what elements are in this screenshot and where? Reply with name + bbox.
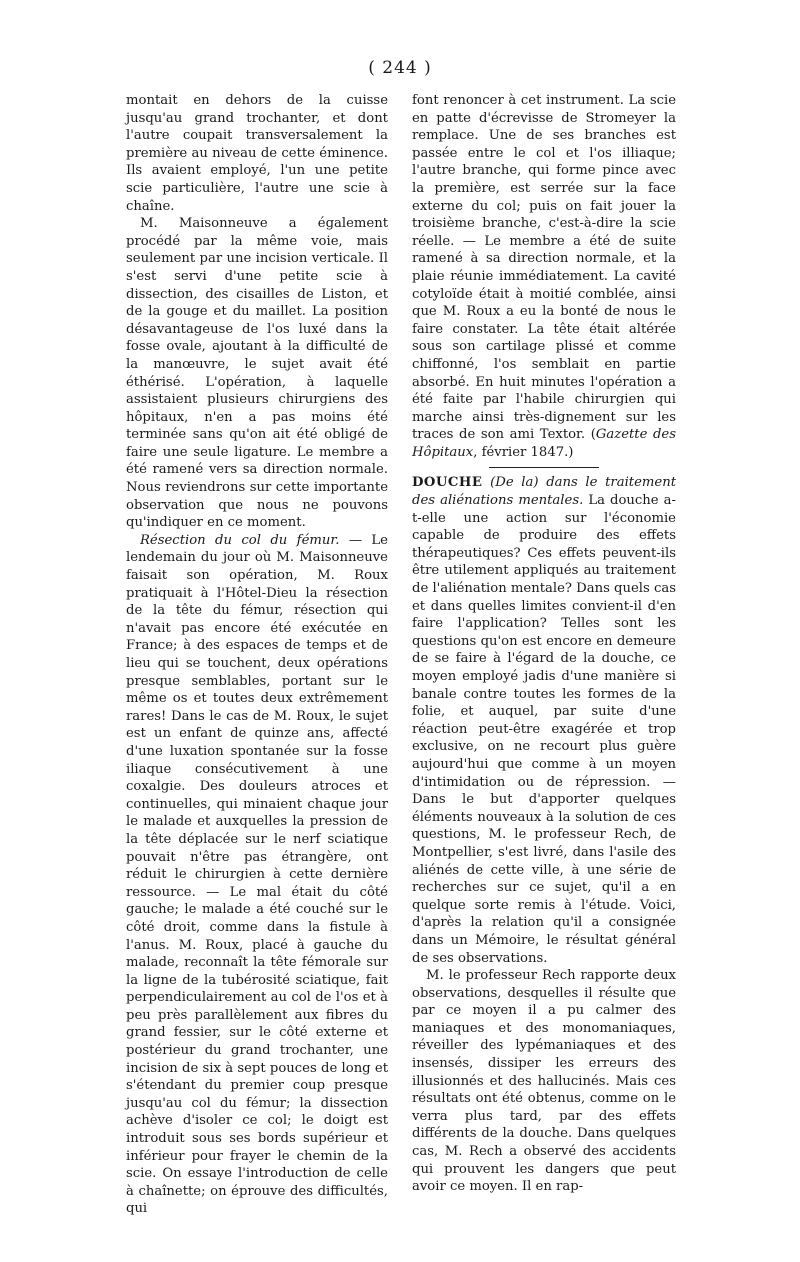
citation-source: Gazette des Hôpitaux [412,427,676,460]
page-number: ( 244 ) [368,58,432,78]
section-heading-douche: DOUCHE [412,475,483,491]
left-column [126,92,388,1218]
section-title-resection: Résection du col du fémur. [140,532,340,548]
left-paragraph-3-body: — Le lendemain du jour où M. Maisonneuve faisait son opération, M. Roux pratiquait à l'Hôtel-Dieu la résection de la tête du fémur, résection qui n'avait pas encore été exécutée en France; à des espaces de temps et de lieu qui se touchent, deux opérations presque semblables, portant sur le même os et toutes deux extrêmement rares! Dans le cas de M. Roux, le sujet est un enfant de quinze ans, affecté d'une luxation spontanée sur la fosse iliaque consécutivement à une coxalgie. Des douleurs atroces et continuelles, qui minaient chaque jour le malade et auxquelles la pression de la tête déplacée sur le nerf sciatique pouvait n'être pas étrangère, ont réduit le chirurgien à cette dernière ressource. — Le mal était du côté gauche; le malade a été couché sur le côté droit, comme dans la fistule à l'anus. M. Roux, placé à gauche du malade, reconnaît la tête fémorale sur la ligne de la tubérosité sciatique, fait perpendiculairement au col de l'os et à peu près parallèlement aux fibres du grand fessier, sur le côté externe et postérieur du grand trochanter, une incision de six à sept pouces de long et s'étendant du premier coup presque jusqu'au col du fémur; la dissection achève d'isoler ce col; le doigt est introduit sous ses bords supérieur et inférieur pour frayer le chemin de la scie. On essaye l'introduction de celle à chaînette; on éprouve des difficultés, qui [126,532,388,1217]
section-divider [489,467,599,468]
section-subtitle: dans le traitement des aliénations mentales. [412,475,676,509]
section-heading-tail: (De la) [482,475,547,491]
right-paragraph-2 [412,474,676,967]
left-paragraph-2: M. Maisonneuve a également procédé par la même voie, mais seulement par une incision verticale. Il s'est servi d'une petite scie à dissection, des cisailles de Liston, et de la gouge et du maillet. La position désavantageuse de l'os luxé dans la fosse ovale, ajoutant à la difficulté de la manœuvre, le sujet avait été éthérisé. L'opération, à laquelle assistaient plusieurs chirurgiens des hôpitaux, n'en a pas moins été terminée sans qu'on ait été obligé de faire une seule ligature. Le membre a été ramené vers sa direction normale. Nous reviendrons sur cette importante observation que nous ne pouvons qu'indiquer en ce moment. [126,216,388,531]
citation-date: , février 1847.) [473,444,574,460]
left-paragraph-3 [126,532,388,1218]
right-paragraph-1-body: font renoncer à cet instrument. La scie en patte d'écrevisse de Stromeyer la remplace. Une de ses branches est passée entre le col et l'os illiaque; l'autre branche, qui forme pince avec la première, est serrée sur la face externe du col; puis on fait jouer la troisième branche, c'est-à-dire la scie réelle. — Le membre a été de suite ramené à sa direction normale, et la plaie réunie immédiatement. La cavité cotyloïde était à moitié comblée, ainsi que M. Roux a eu la bonté de nous le faire constater. La tête était altérée sous son cartilage plissé et comme chiffonné, l'os semblait en partie absorbé. En huit minutes l'opération a été faite par l'habile chirurgien qui marche ainsi très-dignement sur les traces de son ami Textor. ( [412,93,676,443]
left-paragraph-1: montait en dehors de la cuisse jusqu'au grand trochanter, et dont l'autre coupait transversalement la première au niveau de cette éminence. Ils avaient employé, l'un une petite scie particulière, l'autre une scie à chaîne. [126,93,388,214]
right-column [412,92,676,1196]
right-paragraph-3: M. le professeur Rech rapporte deux observations, desquelles il résulte que par ce moyen il a pu calmer des maniaques et des monomaniaques, réveiller des lypémaniaques et des insensés, dissiper les erreurs des illusionnés et des hallucinés. Mais ces résultats ont été obtenus, comme on le verra plus tard, par des effets différents de la douche. Dans quelques cas, M. Rech a observé des accidents qui prouvent les dangers que peut avoir ce moyen. Il en rap- [412,968,676,1195]
right-paragraph-1 [412,92,676,461]
right-paragraph-2-body: La douche a-t-elle une action sur l'économie capable de produire des effets thérapeutiques? Ces effets peuvent-ils être utilement appliqués au traitement de l'aliénation mentale? Dans quels cas et dans quelles limites convient-il d'en faire l'application? Telles sont les questions qu'on est encore en demeure de se faire à l'égard de la douche, ce moyen employé jadis d'une manière si banale contre toutes les formes de la folie, et auquel, par suite d'une réaction peut-être exagérée et trop exclusive, on ne recourt plus guère aujourd'hui que comme à un moyen d'intimidation ou de répression. — Dans le but d'apporter quelques éléments nouveaux à la solution de ces questions, M. le professeur Rech, de Montpellier, s'est livré, dans l'asile des aliénés de cette ville, à une série de recherches sur ce sujet, qu'il a en quelque sorte remis à l'étude. Voici, d'après la relation qu'il a consignée dans un Mémoire, le résultat général de ses observations. [412,493,676,966]
